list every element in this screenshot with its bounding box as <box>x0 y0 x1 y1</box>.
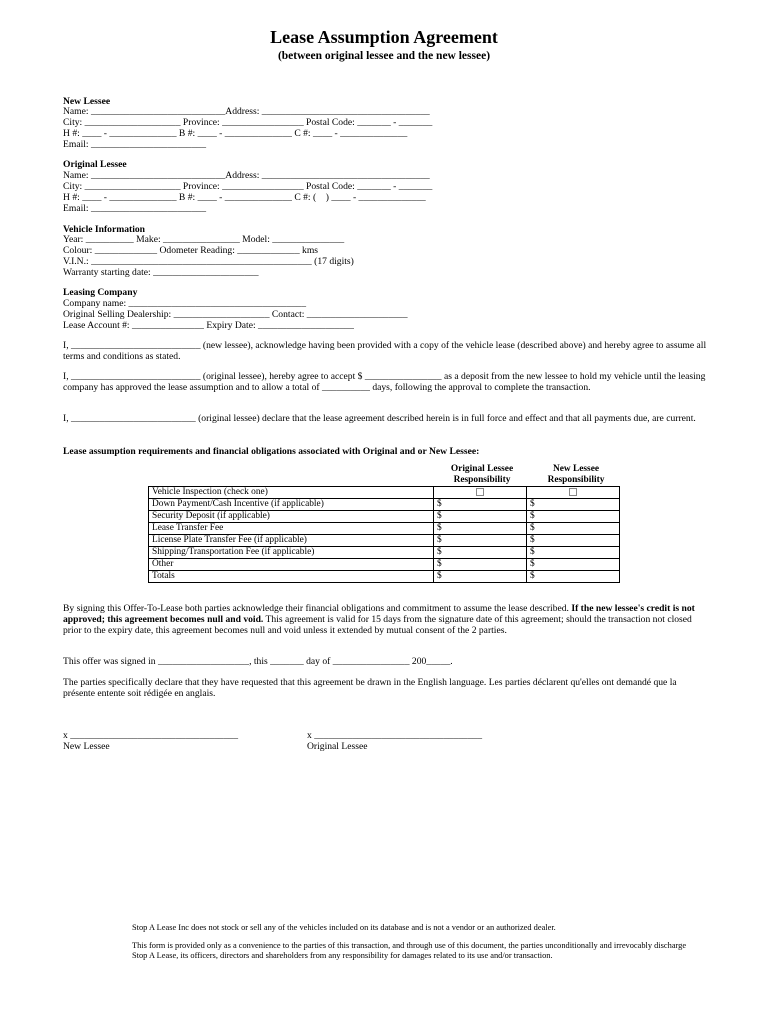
offer-to-lease-paragraph <box>63 603 708 636</box>
new-lessee-heading: New Lessee <box>63 96 111 107</box>
row-label: Vehicle Inspection (check one) <box>149 487 434 499</box>
new-total-cell[interactable]: $ <box>527 571 620 583</box>
vehicle-vin-line[interactable]: V.I.N.: ______________________________________________ (17 digits) <box>63 256 354 267</box>
new-amount-cell[interactable]: $ <box>527 499 620 511</box>
original-lessee-header-line2: Responsibility <box>453 475 511 485</box>
offer-text-bold: If the new lessee's credit is not approved; this agreement becomes null and void. <box>63 603 695 625</box>
original-lessee-header-line1: Original Lessee <box>450 464 514 474</box>
row-label: License Plate Transfer Fee (if applicable) <box>149 535 434 547</box>
row-label: Totals <box>149 571 434 583</box>
vehicle-heading: Vehicle Information <box>63 224 145 235</box>
new-lessee-header-line2: Responsibility <box>547 475 605 485</box>
original-amount-cell[interactable]: $ <box>434 547 527 559</box>
original-amount-cell[interactable]: $ <box>434 559 527 571</box>
new-amount-cell[interactable]: $ <box>527 523 620 535</box>
table-row <box>149 523 620 535</box>
row-label: Other <box>149 559 434 571</box>
new-lessee-acknowledgement: I, ___________________________ (new lessee), acknowledge having been provided with a copy of the vehicle lease (described above) and hereby agree to assume all terms and conditions as stated. <box>63 340 707 362</box>
original-amount-cell[interactable]: $ <box>434 499 527 511</box>
vehicle-year-line[interactable]: Year: __________ Make: ________________ Model: _______________ <box>63 234 345 245</box>
new-lessee-email-line[interactable]: Email: ________________________ <box>63 139 207 150</box>
new-lessee-signature-line[interactable]: x ___________________________________ <box>63 730 239 741</box>
new-lessee-header-line1: New Lessee <box>552 464 600 474</box>
new-lessee-phone-line[interactable]: H #: ____ - ______________ B #: ____ - ______________ C #: ____ - ______________ <box>63 128 408 139</box>
new-lessee-signature-label: New Lessee <box>63 741 110 752</box>
original-lessee-name-line[interactable]: Name: ____________________________Address: ___________________________________ <box>63 170 430 181</box>
page-subtitle: (between original lessee and the new lessee) <box>277 50 491 62</box>
new-lessee-column-header <box>528 464 624 486</box>
offer-text-start: By signing this Offer-To-Lease both parties acknowledge their financial obligations and commitment to assume the lease described. <box>63 603 572 614</box>
new-amount-cell[interactable]: $ <box>527 511 620 523</box>
original-lessee-email-line[interactable]: Email: ________________________ <box>63 203 207 214</box>
requirements-heading: Lease assumption requirements and financial obligations associated with Original and or New Lessee: <box>63 446 480 457</box>
new-amount-cell[interactable]: $ <box>527 535 620 547</box>
signed-in-line[interactable]: This offer was signed in ___________________, this _______ day of ________________ 200_____. <box>63 656 453 667</box>
row-label: Security Deposit (if applicable) <box>149 511 434 523</box>
footer-disclaimer: Stop A Lease Inc does not stock or sell any of the vehicles included on its database and is not a vendor or an authorized dealer. <box>132 923 556 932</box>
language-declaration: The parties specifically declare that they have requested that this agreement be drawn in the English language. Les parties déclarent qu'elles ont demandé que la présente entente soit rédigée en anglais. <box>63 677 677 699</box>
footer-liability-notice: This form is provided only as a convenience to the parties of this transaction, and through use of this document, the parties unconditionally and irrevocably discharge Stop A Lease, its officers, directors and shareholders from any responsibility for damages related to its use and/or transaction. <box>132 941 687 960</box>
offer-text-end: This agreement is valid for 15 days from the signature date of this agreement; should the transaction not closed prior to the expiry date, this agreement becomes null and void unless it extended by mutual consent of the 2 parties. <box>63 614 692 636</box>
row-label: Down Payment/Cash Incentive (if applicable) <box>149 499 434 511</box>
checkbox-icon[interactable] <box>569 488 577 496</box>
original-lessee-phone-line[interactable]: H #: ____ - ______________ B #: ____ - ______________ C #: ( ) ____ - ______________ <box>63 192 426 203</box>
page-title: Lease Assumption Agreement <box>270 27 498 47</box>
lease-account-line[interactable]: Lease Account #: _______________ Expiry Date: ____________________ <box>63 320 354 331</box>
vehicle-warranty-line[interactable]: Warranty starting date: ______________________ <box>63 267 259 278</box>
original-lessee-city-line[interactable]: City: ____________________ Province: _________________ Postal Code: _______ - _______ <box>63 181 433 192</box>
new-inspection-checkbox[interactable] <box>527 487 620 499</box>
table-row <box>149 487 620 499</box>
original-lessee-signature-line[interactable]: x ___________________________________ <box>307 730 483 741</box>
original-amount-cell[interactable]: $ <box>434 535 527 547</box>
original-lessee-column-header <box>434 464 530 486</box>
new-lessee-name-line[interactable]: Name: ____________________________Address: ___________________________________ <box>63 106 430 117</box>
original-lessee-declaration: I, __________________________ (original lessee) declare that the lease agreement described herein is in full force and effect and that all payments due, are current. <box>63 413 696 424</box>
original-lessee-heading: Original Lessee <box>63 159 127 170</box>
table-row <box>149 547 620 559</box>
original-inspection-checkbox[interactable] <box>434 487 527 499</box>
original-amount-cell[interactable]: $ <box>434 523 527 535</box>
table-row <box>149 571 620 583</box>
checkbox-icon[interactable] <box>476 488 484 496</box>
deposit-agreement: I, ___________________________ (original lessee), hereby agree to accept $ ________________ as a deposit from the new lessee to hold my vehicle until the leasing company has approved the lease assumption and to allow a total of __________ days, following the approval to complete the transaction. <box>63 371 706 393</box>
row-label: Shipping/Transportation Fee (if applicable) <box>149 547 434 559</box>
table-row <box>149 535 620 547</box>
responsibility-table <box>148 486 620 583</box>
vehicle-colour-line[interactable]: Colour: _____________ Odometer Reading: _____________ kms <box>63 245 319 256</box>
original-lessee-signature-label: Original Lessee <box>307 741 368 752</box>
new-amount-cell[interactable]: $ <box>527 547 620 559</box>
table-row <box>149 511 620 523</box>
original-amount-cell[interactable]: $ <box>434 511 527 523</box>
new-lessee-city-line[interactable]: City: ____________________ Province: _________________ Postal Code: _______ - _______ <box>63 117 433 128</box>
leasing-dealership-line[interactable]: Original Selling Dealership: ____________________ Contact: _____________________ <box>63 309 408 320</box>
leasing-company-name-line[interactable]: Company name: _____________________________________ <box>63 298 307 309</box>
new-amount-cell[interactable]: $ <box>527 559 620 571</box>
table-row <box>149 499 620 511</box>
table-row <box>149 559 620 571</box>
original-total-cell[interactable]: $ <box>434 571 527 583</box>
row-label: Lease Transfer Fee <box>149 523 434 535</box>
leasing-company-heading: Leasing Company <box>63 287 138 298</box>
